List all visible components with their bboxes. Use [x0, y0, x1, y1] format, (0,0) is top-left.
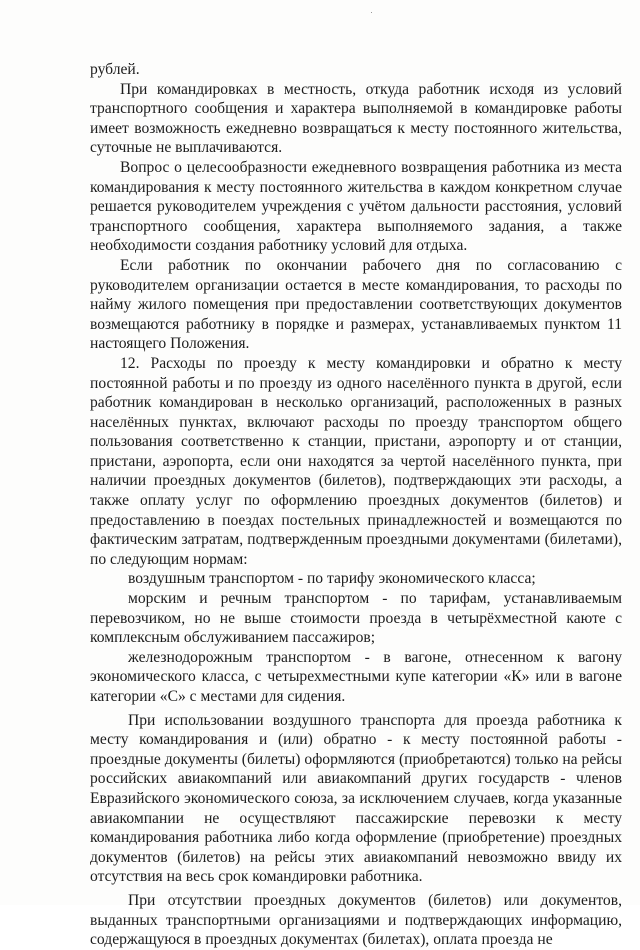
- paragraph-no-tickets: При отсутствии проездных документов (билетов) или документов, выданных транспортными организациями и подтверждающих информацию, содержащуюся в проездных документах (билетах), оплата проезда не: [90, 891, 622, 949]
- list-item-air: воздушным транспортом - по тарифу экономического класса;: [128, 570, 536, 588]
- list-item-sea-river: морским и речным транспортом - по тарифам, устанавливаемым перевозчиком, но не выше стоимости проезда в четырёхместной каюте с комплексным обслуживанием пассажиров;: [90, 590, 622, 647]
- document-body: [90, 60, 622, 950]
- paragraph-return-decision: Вопрос о целесообразности ежедневного возвращения работника из места командирования к месту постоянного жительства в каждом конкретном случае решается руководителем учреждения с учётом дальности расстояния, условий транспортного сообщения, характера выполняемого задания, а также необходимости создания работнику условий для отдыха.: [90, 158, 622, 255]
- scan-speck: [371, 12, 372, 13]
- paragraph-clause-12: 12. Расходы по проезду к месту командировки и обратно к месту постоянной работы и по проезду из одного населённого пункта в другой, если работник командирован в несколько организаций, расположенных в разных населённых пунктах, включают расходы по проезду транспортом общего пользования соответственно к станции, пристани, аэропорту и от станции, пристани, аэропорта, если они находятся за чертой населённого пункта, при наличии проездных документов (билетов), подтверждающих эти расходы, а также оплату услуг по оформлению проездных документов (билетов) и предоставлению в поездах постельных принадлежностей и возмещаются по фактическим затратам, подтвержденным проездными документами (билетами), по следующим нормам:: [90, 354, 622, 568]
- paragraph-air-transport: При использовании воздушного транспорта для проезда работника к месту командирования и (или) обратно - к месту постоянной работы - проездные документы (билеты) оформляются (приобретаются) только на рейсы российских авиакомпаний или авиакомпаний других государств - членов Евразийского экономического союза, за исключением случаев, когда указанные авиакомпании не осуществляют пассажирские перевозки к месту командирования работника либо когда оформление (приобретение) проездных документов (билетов) на рейсы этих авиакомпаний невозможно ввиду их отсутствия на весь срок командировки работника.: [90, 711, 622, 886]
- paragraph-continuation: рублей.: [90, 61, 140, 78]
- paragraph-daily-return: При командировках в местность, откуда работник исходя из условий транспортного сообщения и характера выполняемой в командировке работы имеет возможность ежедневно возвращаться к месту постоянного жительства, суточные не выплачиваются.: [90, 80, 622, 157]
- paragraph-housing-expenses: Если работник по окончании рабочего дня по согласованию с руководителем организации остается в месте командирования, то расходы по найму жилого помещения при предоставлении соответствующих документов возмещаются работнику в порядке и размерах, устанавливаемых пунктом 11 настоящего Положения.: [90, 256, 622, 353]
- list-item-rail: железнодорожным транспортом - в вагоне, отнесенном к вагону экономического класса, с четырехместными купе категории «К» или в вагоне категории «С» с местами для сидения.: [90, 648, 622, 705]
